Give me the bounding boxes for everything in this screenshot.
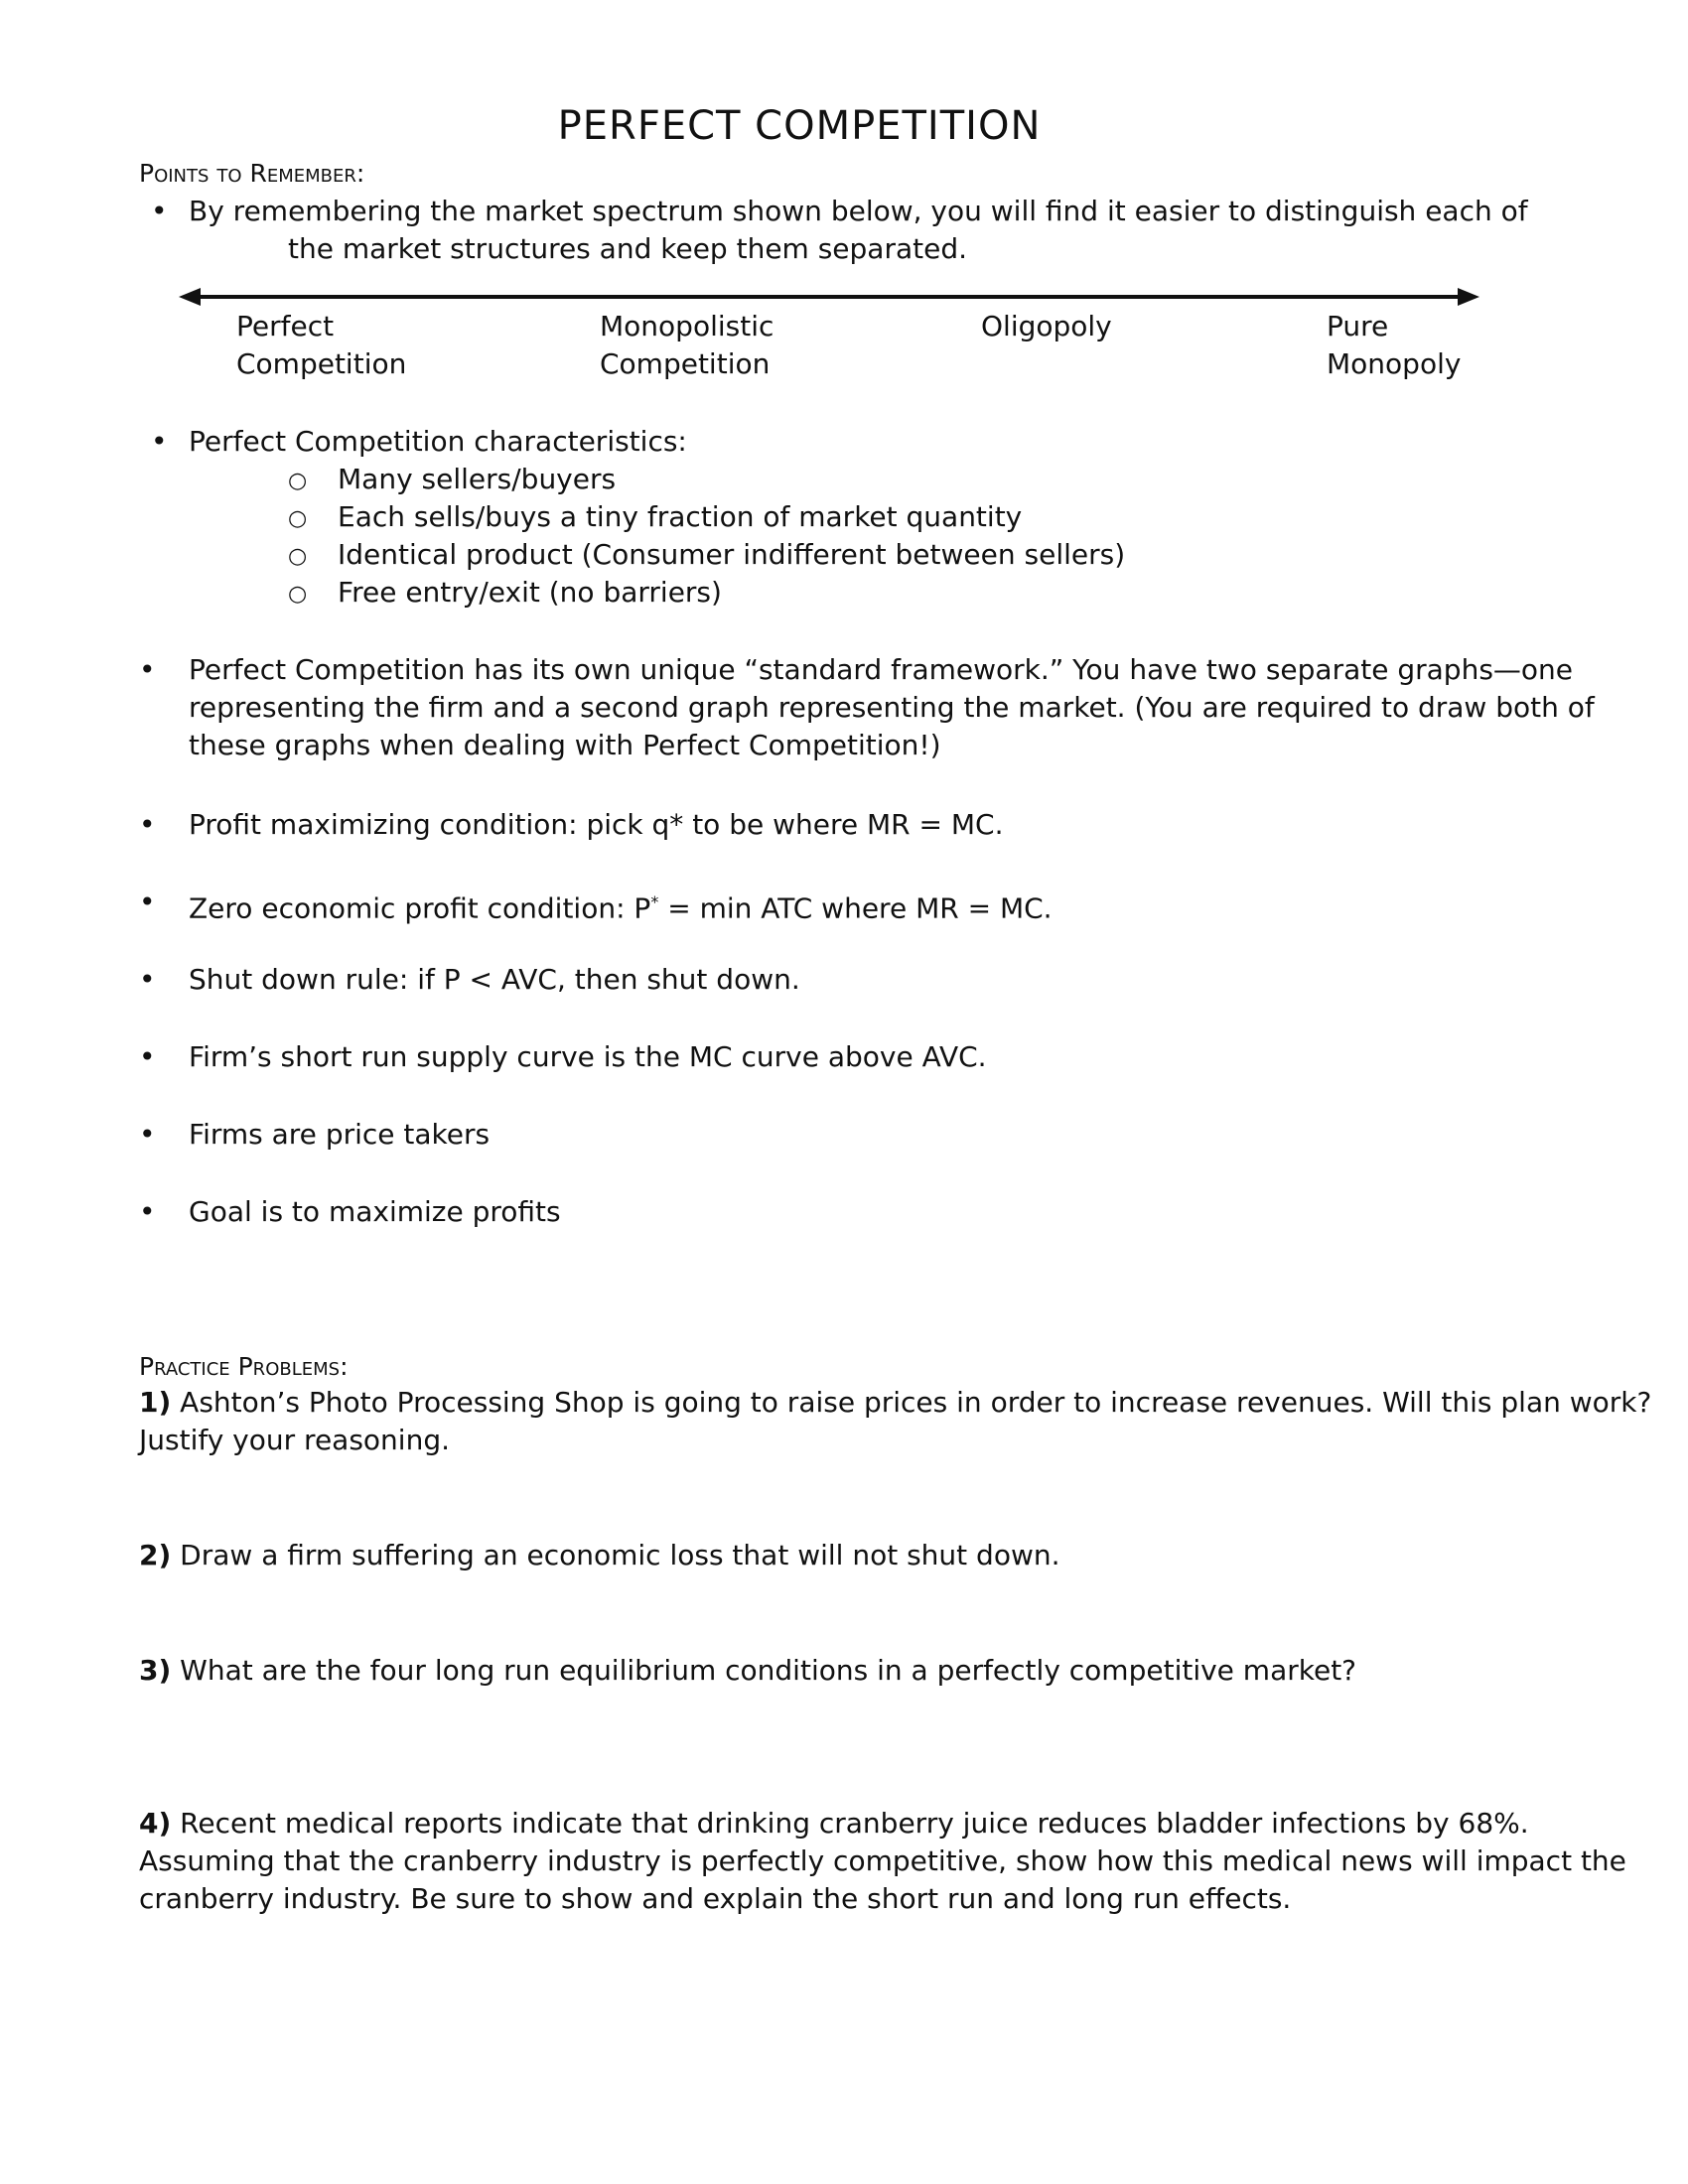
- problem-4-line3: cranberry industry. Be sure to show and explain the short run and long run effects.: [139, 1882, 1292, 1915]
- points-heading: Points to Remember:: [139, 159, 365, 188]
- bullet-dot: •: [139, 653, 156, 686]
- problem-2-text: Draw a firm suffering an economic loss that will not shut down.: [171, 1539, 1060, 1571]
- problem-3: [139, 1652, 1356, 1690]
- bullet-dot: •: [139, 1195, 156, 1228]
- profit-max-rule: Profit maximizing condition: pick q* to be where MR = MC.: [189, 808, 1004, 841]
- market-spectrum-arrow: [179, 282, 1479, 312]
- sub-bullet-circle: ○: [288, 544, 308, 569]
- characteristic-item: Each sells/buys a tiny fraction of market quantity: [338, 500, 1023, 533]
- framework-line3: these graphs when dealing with Perfect Competition!): [189, 729, 941, 761]
- problem-3-number: 3): [139, 1654, 172, 1687]
- characteristic-item: Identical product (Consumer indifferent between sellers): [338, 538, 1126, 571]
- problem-1-text: Ashton’s Photo Processing Shop is going to raise prices in order to increase revenues. Will this plan work?: [171, 1386, 1652, 1419]
- bullet-dot: •: [139, 963, 156, 996]
- problem-2-number: 2): [139, 1539, 172, 1571]
- practice-heading: Practice Problems:: [139, 1352, 349, 1381]
- problem-3-text: What are the four long run equilibrium conditions in a perfectly competitive market?: [171, 1654, 1357, 1687]
- framework-line1: Perfect Competition has its own unique “standard framework.” You have two separate graphs—one: [189, 653, 1574, 686]
- problem-1-number: 1): [139, 1386, 172, 1419]
- bullet-dot: •: [139, 1040, 156, 1073]
- sub-bullet-circle: ○: [288, 469, 308, 493]
- sub-bullet-circle: ○: [288, 506, 308, 531]
- supply-curve-rule: Firm’s short run supply curve is the MC curve above AVC.: [189, 1040, 987, 1073]
- page-title: PERFECT COMPETITION: [557, 103, 1042, 149]
- zero-profit-text-b: = min ATC where MR = MC.: [658, 891, 1053, 925]
- spectrum-monopolistic-competition-line1: Monopolistic: [600, 310, 774, 342]
- bullet-dot: •: [139, 1118, 156, 1151]
- goal-rule: Goal is to maximize profits: [189, 1195, 561, 1228]
- framework-line2: representing the firm and a second graph representing the market. (You are required to draw both of: [189, 691, 1595, 724]
- bullet-dot: •: [151, 425, 168, 458]
- problem-1-line2: Justify your reasoning.: [139, 1424, 450, 1456]
- zero-profit-star: *: [650, 892, 659, 911]
- spectrum-oligopoly: Oligopoly: [981, 310, 1112, 342]
- spectrum-pure-monopoly-line1: Pure: [1327, 310, 1389, 342]
- bullet1-line1: By remembering the market spectrum shown below, you will find it easier to distinguish each of: [189, 195, 1528, 227]
- spectrum-monopolistic-competition-line2: Competition: [600, 347, 771, 380]
- price-takers-rule: Firms are price takers: [189, 1118, 491, 1151]
- spectrum-perfect-competition-line1: Perfect: [236, 310, 335, 342]
- characteristic-item: Many sellers/buyers: [338, 463, 617, 495]
- zero-profit-rule: [189, 884, 1053, 927]
- problem-4-line2: Assuming that the cranberry industry is perfectly competitive, show how this medical news will impact the: [139, 1844, 1626, 1877]
- bullet1-line2: the market structures and keep them separated.: [288, 232, 968, 265]
- bullet-dot: •: [139, 886, 156, 918]
- shut-down-rule: Shut down rule: if P < AVC, then shut down.: [189, 963, 800, 996]
- spectrum-pure-monopoly-line2: Monopoly: [1327, 347, 1462, 380]
- problem-4-number: 4): [139, 1807, 172, 1840]
- characteristic-item: Free entry/exit (no barriers): [338, 576, 722, 609]
- zero-profit-text-a: Zero economic profit condition: P: [189, 891, 651, 925]
- problem-4-line1: [139, 1805, 1529, 1843]
- problem-4-text: Recent medical reports indicate that drinking cranberry juice reduces bladder infections by 68%.: [171, 1807, 1529, 1840]
- bullet-dot: •: [151, 195, 168, 227]
- sub-bullet-circle: ○: [288, 582, 308, 607]
- problem-2: [139, 1537, 1060, 1574]
- bullet-dot: •: [139, 808, 156, 841]
- characteristics-heading: Perfect Competition characteristics:: [189, 425, 687, 458]
- problem-1-line1: [139, 1384, 1651, 1422]
- spectrum-perfect-competition-line2: Competition: [236, 347, 407, 380]
